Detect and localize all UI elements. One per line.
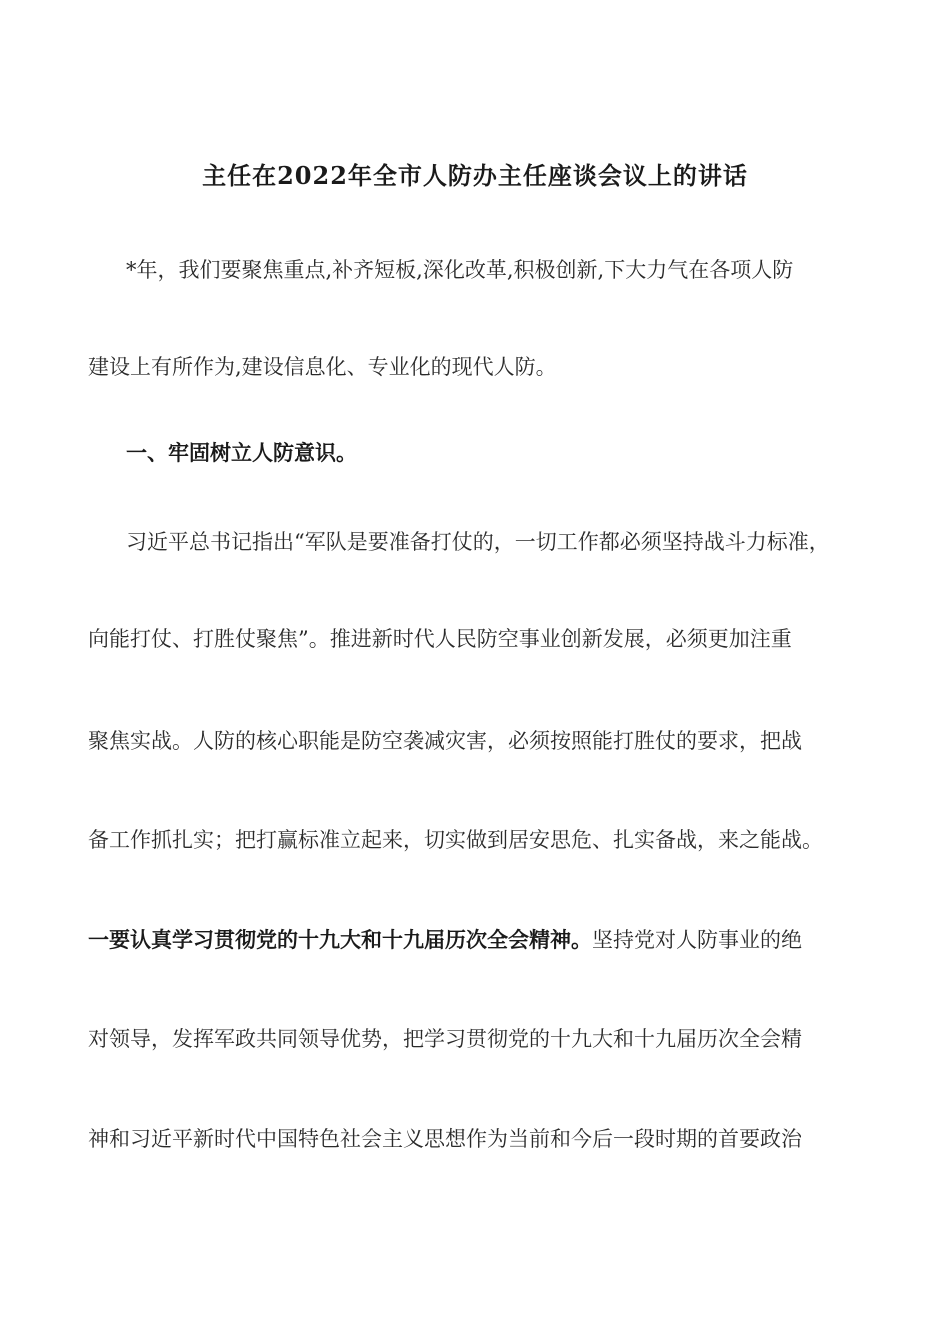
intro-line-2: 建设上有所作为,建设信息化、专业化的现代人防。	[88, 355, 557, 379]
document-title: 主任在2022年全市人防办主任座谈会议上的讲话	[202, 161, 748, 190]
para-2-bold-lead: 一要认真学习贯彻党的十九大和十九届历次全会精神。	[88, 927, 592, 952]
para-2-line-1-rest: 坚持党对人防事业的绝	[592, 928, 802, 952]
para-2-line-3: 神和习近平新时代中国特色社会主义思想作为当前和今后一段时期的首要政治	[88, 1127, 802, 1151]
para-2-line-1	[88, 925, 878, 955]
para-1-line-4: 备工作抓扎实；把打赢标准立起来，切实做到居安思危、扎实备战，来之能战。	[88, 828, 823, 852]
para-2-line-2: 对领导，发挥军政共同领导优势，把学习贯彻党的十九大和十九届历次全会精	[88, 1027, 802, 1051]
para-1-line-2: 向能打仗、打胜仗聚焦”。推进新时代人民防空事业创新发展，必须更加注重	[88, 627, 792, 651]
section-1-heading: 一、牢固树立人防意识。	[126, 440, 357, 465]
intro-line-1: *年，我们要聚焦重点,补齐短板,深化改革,积极创新,下大力气在各项人防	[126, 258, 794, 282]
para-1-line-3: 聚焦实战。人防的核心职能是防空袭减灾害，必须按照能打胜仗的要求，把战	[88, 729, 802, 753]
para-1-line-1: 习近平总书记指出“军队是要准备打仗的，一切工作都必须坚持战斗力标准，	[126, 530, 830, 554]
